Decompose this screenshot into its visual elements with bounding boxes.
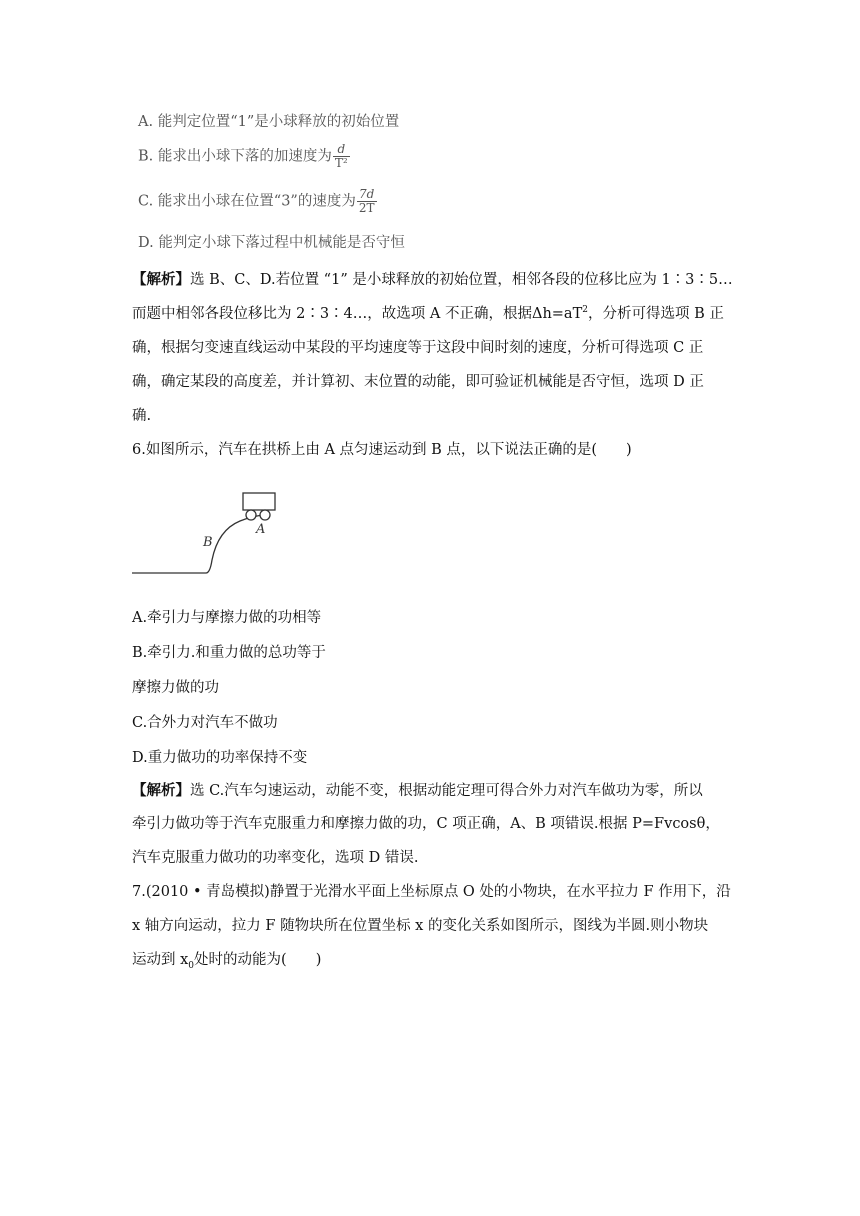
car-body (243, 493, 275, 510)
q7-stem-line-3 (132, 948, 732, 969)
q6-option-d: D.重力做功的功率保持不变 (132, 750, 308, 766)
car-wheel-left (246, 510, 256, 520)
q5-analysis-line-3: 确，根据匀变速直线运动中某段的平均速度等于这段中间时刻的速度，分析可得选项 C 正 (132, 340, 704, 356)
analysis-text: ，分析可得选项 B 正 (587, 306, 724, 322)
fraction-numerator: d (333, 143, 350, 157)
q5-analysis-line-4: 确，确定某段的高度差，并计算初、末位置的动能，即可验证机械能是否守恒，选项 D 正 (132, 374, 704, 390)
q5-option-b-text: B. 能求出小球下落的加速度为 (138, 148, 332, 165)
q6-option-b: B.牵引力.和重力做的总功等于 (132, 645, 326, 661)
analysis-label: 【解析】 (132, 782, 190, 799)
q6-option-c: C.合外力对汽车不做功 (132, 715, 278, 731)
bridge-curve (132, 515, 264, 573)
q6-option-b-continued: 摩擦力做的功 (132, 680, 219, 696)
analysis-label: 【解析】 (132, 271, 190, 288)
q7-text: 运动到 x (132, 952, 189, 968)
car-wheel-right (260, 510, 270, 520)
q5-analysis-line-2 (132, 302, 732, 323)
point-b-label: B (203, 535, 213, 550)
q5-option-c-fraction (357, 188, 377, 215)
q6-stem: 6.如图所示，汽车在拱桥上由 A 点匀速运动到 B 点，以下说法正确的是( ) (132, 442, 632, 458)
q5-option-d: D. 能判定小球下落过程中机械能是否守恒 (138, 235, 405, 251)
q5-option-a: A. 能判定位置“1”是小球释放的初始位置 (138, 114, 400, 130)
fraction-numerator: 7d (357, 188, 377, 202)
q5-analysis-line-1 (132, 268, 732, 289)
arch-bridge-figure (128, 488, 288, 580)
q7-text: 处时的动能为( ) (194, 952, 322, 968)
q6-analysis-line-1 (132, 779, 732, 800)
fraction-denominator: 2T (358, 201, 375, 215)
q5-option-b-fraction (333, 143, 350, 170)
fraction-denominator: T² (334, 156, 348, 170)
q5-analysis-line-5: 确. (132, 408, 152, 424)
analysis-text: 而题中相邻各段位移比为 2∶3∶4…，故选项 A 不正确，根据Δh=aT (132, 306, 583, 322)
analysis-text: 选 C.汽车匀速运动，动能不变，根据动能定理可得合外力对汽车做功为零，所以 (190, 783, 703, 799)
subscript: 0 (188, 960, 195, 971)
q7-stem-line-2: x 轴方向运动，拉力 F 随物块所在位置坐标 x 的变化关系如图所示，图线为半圆.则小物块 (132, 918, 709, 934)
analysis-text: 选 B、C、D.若位置 “1” 是小球释放的初始位置，相邻各段的位移比应为 1∶3∶5… (190, 272, 733, 288)
q5-option-b (138, 143, 350, 170)
point-a-label: A (256, 522, 266, 537)
q6-option-a: A.牵引力与摩擦力做的功相等 (132, 610, 322, 626)
q6-analysis-line-3: 汽车克服重力做功的功率变化，选项 D 错误. (132, 850, 419, 866)
superscript: 2 (582, 305, 588, 316)
q5-option-c (138, 188, 377, 215)
q6-analysis-line-2: 牵引力做功等于汽车克服重力和摩擦力做的功，C 项正确，A、B 项错误.根据 P=Fvcosθ， (132, 816, 720, 832)
q5-option-c-text: C. 能求出小球在位置“3”的速度为 (138, 193, 356, 210)
q7-stem-line-1: 7.(2010 • 青岛模拟)静置于光滑水平面上坐标原点 O 处的小物块，在水平拉力 F 作用下，沿 (132, 884, 731, 900)
